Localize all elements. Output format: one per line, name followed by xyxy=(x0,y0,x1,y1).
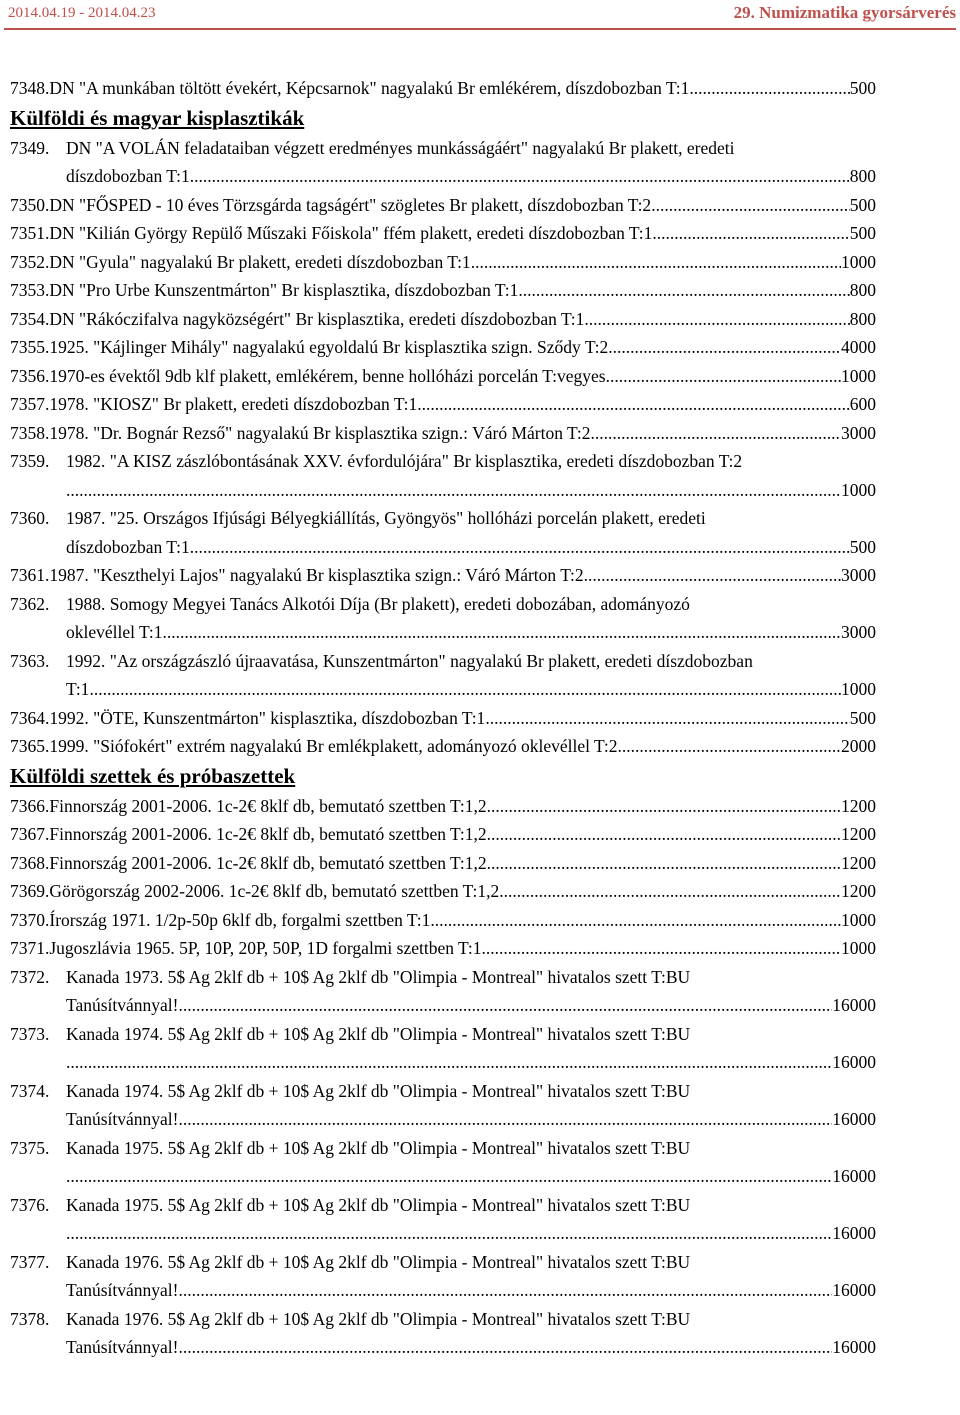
leader-dots xyxy=(66,476,841,505)
section-heading: Külföldi és magyar kisplasztikák xyxy=(10,105,305,130)
lot-item xyxy=(10,1134,876,1191)
lot-description: Finnország 2001-2006. 1c-2€ 8klf db, bemutató szettben T:1,2 xyxy=(49,824,487,844)
lot-number: 7358. xyxy=(10,422,50,443)
lot-number: 7370. xyxy=(10,909,50,930)
lot-price: 16000 xyxy=(832,1280,876,1300)
leader-dots xyxy=(481,934,841,963)
leader-dots xyxy=(66,1219,832,1248)
lot-description: DN "FŐSPED - 10 éves Törzsgárda tagságért" szögletes Br plakett, díszdobozban T:2 xyxy=(49,194,652,215)
lot-item xyxy=(10,390,876,419)
lot-price: 500 xyxy=(849,223,876,243)
lot-number: 7348. xyxy=(10,78,50,98)
leader-dots xyxy=(485,704,849,733)
leader-dots xyxy=(417,390,849,419)
leader-dots xyxy=(190,533,850,562)
catalog-list xyxy=(10,74,876,1362)
lot-item xyxy=(10,877,876,906)
lot-description: DN "Rákóczifalva nagyközségért" Br kisplasztika, eredeti díszdobozban T:1 xyxy=(49,308,585,329)
lot-number: 7367. xyxy=(10,824,50,844)
lot-number: 7359. xyxy=(10,451,50,471)
lot-item xyxy=(10,906,876,935)
lot-number: 7354. xyxy=(10,308,50,329)
lot-price: 1000 xyxy=(841,251,876,272)
lot-description: DN "Gyula" nagyalakú Br plakett, eredeti díszdobozban T:1 xyxy=(49,251,471,272)
lot-description: 1978. "Dr. Bognár Rezső" nagyalakú Br kisplasztika szign.: Váró Márton T:2 xyxy=(49,422,591,443)
lot-description: 1978. "KIOSZ" Br plakett, eredeti díszdobozban T:1 xyxy=(49,394,418,414)
lot-number: 7374. xyxy=(10,1080,50,1101)
lot-price: 16000 xyxy=(832,1109,876,1129)
lot-number: 7360. xyxy=(10,508,50,528)
lot-description: 1987. "Keszthelyi Lajos" nagyalakú Br kisplasztika szign.: Váró Márton T:2 xyxy=(49,565,584,585)
leader-dots xyxy=(163,618,842,647)
lot-price: 16000 xyxy=(832,1052,876,1072)
lot-price: 16000 xyxy=(832,995,876,1015)
lot-price: 500 xyxy=(849,536,876,557)
leader-dots xyxy=(487,792,841,821)
lot-item xyxy=(10,849,876,878)
lot-item xyxy=(10,561,876,590)
lot-number: 7363. xyxy=(10,650,50,671)
lot-item xyxy=(10,590,876,647)
date-range: 2014.04.19 - 2014.04.23 xyxy=(8,5,156,21)
lot-item xyxy=(10,74,876,103)
leader-dots xyxy=(190,162,850,191)
lot-price: 3000 xyxy=(841,422,876,443)
lot-price: 800 xyxy=(849,308,876,329)
lot-number: 7376. xyxy=(10,1194,50,1215)
lot-item xyxy=(10,792,876,821)
lot-number: 7355. xyxy=(10,337,50,357)
lot-price: 2000 xyxy=(841,736,876,756)
lot-price: 1000 xyxy=(841,909,876,930)
lot-description: Jugoszlávia 1965. 5P, 10P, 20P, 50P, 1D forgalmi szettben T:1 xyxy=(49,938,482,958)
lot-price: 1000 xyxy=(841,365,876,386)
section-heading: Külföldi szettek és próbaszettek xyxy=(10,763,296,788)
lot-number: 7378. xyxy=(10,1308,50,1329)
header-rule xyxy=(4,28,956,30)
lot-number: 7357. xyxy=(10,394,50,414)
leader-dots xyxy=(584,561,841,590)
lot-item xyxy=(10,1191,876,1248)
leader-dots xyxy=(179,1333,833,1362)
lot-number: 7356. xyxy=(10,365,50,386)
lot-item xyxy=(10,732,876,761)
lot-description: oklevéllel T:1 xyxy=(66,622,163,642)
lot-description: Kanada 1976. 5$ Ag 2klf db + 10$ Ag 2klf db "Olimpia - Montreal" hivatalos szett T:BU xyxy=(66,1308,691,1329)
lot-price: 3000 xyxy=(841,622,876,642)
lot-item xyxy=(10,276,876,305)
lot-item xyxy=(10,333,876,362)
lot-description: T:1 xyxy=(66,679,90,699)
leader-dots xyxy=(499,877,841,906)
lot-price: 1200 xyxy=(841,795,876,816)
lot-price: 16000 xyxy=(832,1337,876,1357)
lot-description: Tanúsítvánnyal! xyxy=(66,1109,179,1129)
lot-description: Kanada 1975. 5$ Ag 2klf db + 10$ Ag 2klf db "Olimpia - Montreal" hivatalos szett T:BU xyxy=(66,1137,691,1158)
lot-price: 3000 xyxy=(841,565,876,585)
lot-price: 16000 xyxy=(832,1223,876,1243)
lot-number: 7368. xyxy=(10,852,50,873)
lot-description: díszdobozban T:1 xyxy=(66,536,190,557)
lot-number: 7351. xyxy=(10,223,50,243)
leader-dots xyxy=(608,333,841,362)
lot-description: Kanada 1974. 5$ Ag 2klf db + 10$ Ag 2klf db "Olimpia - Montreal" hivatalos szett T:BU xyxy=(66,1023,691,1044)
lot-item xyxy=(10,447,876,504)
leader-dots xyxy=(66,1048,832,1077)
lot-item xyxy=(10,934,876,963)
leader-dots xyxy=(430,906,841,935)
lot-description: Finnország 2001-2006. 1c-2€ 8klf db, bemutató szettben T:1,2 xyxy=(49,795,487,816)
lot-number: 7369. xyxy=(10,881,50,901)
lot-price: 1000 xyxy=(841,479,876,500)
lot-price: 800 xyxy=(849,166,876,186)
lot-description: Kanada 1974. 5$ Ag 2klf db + 10$ Ag 2klf db "Olimpia - Montreal" hivatalos szett T:BU xyxy=(66,1080,691,1101)
lot-price: 500 xyxy=(849,78,876,98)
leader-dots xyxy=(89,675,841,704)
lot-description: 1992. "ÖTE, Kunszentmárton" kisplasztika, díszdobozban T:1 xyxy=(49,707,486,728)
lot-item xyxy=(10,1020,876,1077)
lot-number: 7366. xyxy=(10,795,50,816)
lot-number: 7361. xyxy=(10,565,50,585)
lot-description: DN "A VOLÁN feladataiban végzett eredményes munkásságáért" nagyalakú Br plakett, eredeti xyxy=(66,137,735,158)
lot-description: Írország 1971. 1/2p-50p 6klf db, forgalmi szettben T:1 xyxy=(49,909,431,930)
lot-price: 600 xyxy=(849,394,876,414)
lot-description: Tanúsítvánnyal! xyxy=(66,1337,179,1357)
leader-dots xyxy=(652,219,849,248)
leader-dots xyxy=(66,1162,832,1191)
lot-price: 500 xyxy=(849,194,876,215)
lot-item xyxy=(10,219,876,248)
leader-dots xyxy=(606,362,841,391)
lot-description: DN "Kilián György Repülő Műszaki Főiskola" ffém plakett, eredeti díszdobozban T:1 xyxy=(49,223,653,243)
lot-description: Görögország 2002-2006. 1c-2€ 8klf db, bemutató szettben T:1,2 xyxy=(49,881,500,901)
lot-description: Kanada 1976. 5$ Ag 2klf db + 10$ Ag 2klf db "Olimpia - Montreal" hivatalos szett T:BU xyxy=(66,1251,691,1272)
lot-price: 1200 xyxy=(841,881,876,901)
lot-description: Tanúsítvánnyal! xyxy=(66,1280,179,1300)
lot-number: 7373. xyxy=(10,1023,50,1044)
lot-description: Tanúsítvánnyal! xyxy=(66,995,179,1015)
lot-description: Kanada 1973. 5$ Ag 2klf db + 10$ Ag 2klf db "Olimpia - Montreal" hivatalos szett T:BU xyxy=(66,966,691,987)
lot-number: 7377. xyxy=(10,1251,50,1272)
lot-description: 1982. "A KISZ zászlóbontásának XXV. évfordulójára" Br kisplasztika, eredeti díszdobozban T:2 xyxy=(66,451,743,471)
leader-dots xyxy=(179,1105,833,1134)
page-header xyxy=(0,0,960,34)
lot-description: 1999. "Siófokért" extrém nagyalakú Br emlékplakett, adományozó oklevéllel T:2 xyxy=(49,736,618,756)
lot-item xyxy=(10,134,876,191)
lot-item xyxy=(10,820,876,849)
lot-price: 1200 xyxy=(841,824,876,844)
lot-number: 7349. xyxy=(10,137,50,158)
leader-dots xyxy=(179,1276,833,1305)
lot-item xyxy=(10,248,876,277)
lot-item xyxy=(10,647,876,704)
auction-title: 29. Numizmatika gyorsárverés xyxy=(733,3,956,22)
leader-dots xyxy=(487,820,841,849)
lot-item xyxy=(10,1077,876,1134)
lot-description: Kanada 1975. 5$ Ag 2klf db + 10$ Ag 2klf db "Olimpia - Montreal" hivatalos szett T:BU xyxy=(66,1194,691,1215)
lot-number: 7375. xyxy=(10,1137,50,1158)
lot-item xyxy=(10,504,876,561)
lot-description: 1988. Somogy Megyei Tanács Alkotói Díja (Br plakett), eredeti dobozában, adományozó xyxy=(66,593,690,614)
lot-description: 1992. "Az országzászló újraavatása, Kunszentmárton" nagyalakú Br plakett, eredeti díszdobozban xyxy=(66,650,753,671)
lot-price: 1000 xyxy=(841,679,876,699)
lot-price: 800 xyxy=(849,280,876,300)
lot-price: 16000 xyxy=(832,1166,876,1186)
lot-price: 1000 xyxy=(841,938,876,958)
lot-number: 7350. xyxy=(10,194,50,215)
lot-number: 7372. xyxy=(10,966,50,987)
leader-dots xyxy=(689,74,849,103)
leader-dots xyxy=(487,849,841,878)
lot-number: 7362. xyxy=(10,593,50,614)
lot-description: 1987. "25. Országos Ifjúsági Bélyegkiállítás, Gyöngyös" hollóházi porcelán plakett, eredeti xyxy=(66,508,706,528)
lot-description: 1970-es évektől 9db klf plakett, emlékérem, benne hollóházi porcelán T:vegyes xyxy=(49,365,606,386)
lot-description: díszdobozban T:1 xyxy=(66,166,190,186)
lot-item xyxy=(10,419,876,448)
leader-dots xyxy=(179,991,833,1020)
lot-price: 1200 xyxy=(841,852,876,873)
leader-dots xyxy=(590,419,841,448)
lot-number: 7352. xyxy=(10,251,50,272)
lot-price: 4000 xyxy=(841,337,876,357)
lot-item xyxy=(10,704,876,733)
lot-item xyxy=(10,1305,876,1362)
lot-item xyxy=(10,362,876,391)
lot-number: 7371. xyxy=(10,938,50,958)
leader-dots xyxy=(584,305,849,334)
leader-dots xyxy=(518,276,849,305)
lot-price: 500 xyxy=(849,707,876,728)
lot-description: 1925. "Kájlinger Mihály" nagyalakú egyoldalú Br kisplasztika szign. Sződy T:2 xyxy=(49,337,609,357)
lot-item xyxy=(10,963,876,1020)
lot-item xyxy=(10,305,876,334)
lot-number: 7364. xyxy=(10,707,50,728)
leader-dots xyxy=(651,191,850,220)
lot-description: DN "Pro Urbe Kunszentmárton" Br kisplasztika, díszdobozban T:1 xyxy=(49,280,519,300)
lot-number: 7353. xyxy=(10,280,50,300)
lot-description: Finnország 2001-2006. 1c-2€ 8klf db, bemutató szettben T:1,2 xyxy=(49,852,487,873)
leader-dots xyxy=(471,248,841,277)
lot-number: 7365. xyxy=(10,736,50,756)
lot-item xyxy=(10,191,876,220)
lot-description: DN "A munkában töltött évekért, Képcsarnok" nagyalakú Br emlékérem, díszdobozban T:1 xyxy=(49,78,690,98)
leader-dots xyxy=(617,732,841,761)
lot-item xyxy=(10,1248,876,1305)
